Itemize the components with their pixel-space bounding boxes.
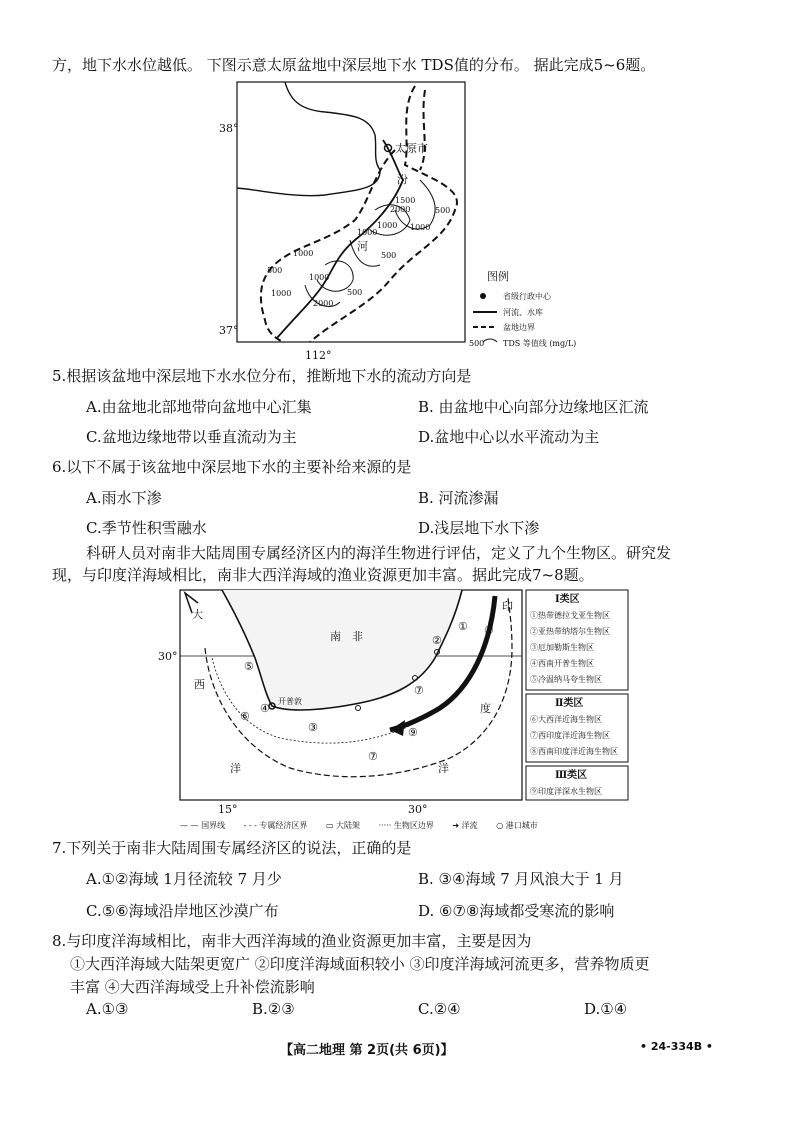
q8-option-a: A.①③ [86, 1000, 129, 1018]
q6-option-b: B. 河流渗漏 [418, 489, 499, 507]
q7-option-d: D. ⑥⑦⑧海域都受寒流的影响 [418, 902, 615, 920]
contour-label: 1000 [377, 221, 398, 230]
contour-label: 1000 [410, 223, 431, 232]
q5-option-c: C.盆地边缘地带以垂直流动为主 [86, 428, 297, 446]
class3-title: Ⅲ类区 [555, 770, 588, 781]
lat-37-label: 37° [219, 324, 239, 337]
q8-option-d: D.①④ [584, 1000, 628, 1018]
q8-option-c: C.②④ [418, 1000, 461, 1018]
zone-label: ① [458, 620, 468, 633]
contour-label: 500 [347, 288, 363, 297]
class1-item: ①热带德拉戈亚生物区 [530, 611, 610, 620]
intro2-line-1: 科研人员对南非大陆周围专属经济区内的海洋生物进行评估，定义了九个生物区。研究发 [86, 544, 672, 562]
contour-label: 500 [381, 251, 397, 260]
footer-code: • 24-334B • [640, 1040, 713, 1053]
q6-stem: 6.以下不属于该盆地中深层地下水的主要补给来源的是 [52, 458, 412, 476]
contour-label: 2000 [313, 299, 334, 308]
ocean-char: 印 [502, 600, 513, 613]
zone-label: ⑥ [240, 710, 250, 723]
class2-item: ⑧西南印度洋近海生物区 [530, 747, 618, 756]
zone-label: ⑨ [408, 726, 418, 739]
zone-label: ⑦ [368, 750, 378, 763]
legend-item: 生物区边界 [393, 821, 434, 830]
legend-port-icon: ○ [496, 821, 506, 830]
q7-option-b: B. ③④海域 7 月风浪大于 1 月 [418, 870, 624, 888]
city-label: 开普敦 [278, 697, 302, 706]
river-char-2: 河 [357, 240, 368, 253]
class3-item: ⑨印度洋深水生物区 [530, 787, 602, 796]
q5-stem: 5.根据该盆地中深层地下水水位分布，推断地下水的流动方向是 [52, 367, 472, 385]
q8-statements-line: 丰富 ④大西洋海域受上升补偿流影响 [70, 978, 315, 996]
q7-stem: 7.下列关于南非大陆周围专属经济区的说法，正确的是 [52, 839, 412, 857]
q5-option-a: A.由盆地北部地带向盆地中心汇集 [86, 398, 312, 416]
q8-statements-line: ①大西洋海域大陆架更宽广 ②印度洋海域面积较小 ③印度洋海域河流更多，营养物质更 [70, 955, 650, 973]
zone-label: ② [432, 634, 442, 647]
legend-item: 大陆架 [336, 821, 361, 830]
ocean-char: 大 [192, 608, 203, 621]
legend-item: 专属经济区界 [259, 821, 308, 830]
footer-page-info: 【高二地理 第 2页(共 6页)】 [280, 1043, 454, 1058]
legend-item: 洋流 [461, 821, 478, 830]
legend-contour-icon [483, 339, 497, 342]
legend-border-icon: — — [180, 821, 202, 830]
q6-option-d: D.浅层地下水下渗 [418, 519, 540, 537]
q5-option-b: B. 由盆地中心向部分边缘地区汇流 [418, 398, 649, 416]
q8-option-b: B.②③ [252, 1000, 295, 1018]
legend-item: TDS 等值线 (mg/L) [503, 339, 577, 348]
class1-title: Ⅰ类区 [555, 594, 580, 605]
legend-item: 省级行政中心 [503, 292, 551, 301]
lon-30-label: 30° [408, 803, 428, 816]
class1-item: ②亚热带纳塔尔生物区 [530, 627, 610, 636]
ocean-char: 度 [480, 702, 491, 715]
intro2-line-2: 现，与印度洋海域相比，南非大西洋海域的渔业资源更加丰富。据此完成7~8题。 [52, 566, 594, 584]
contour-label: 1000 [309, 273, 330, 282]
ocean-char: 西 [194, 678, 205, 691]
zone-label: ③ [308, 721, 318, 734]
legend-item: 国界线 [201, 821, 226, 830]
q6-option-a: A.雨水下渗 [86, 489, 162, 507]
q5-option-d: D.盆地中心以水平流动为主 [418, 428, 600, 446]
zone-label: ⑤ [244, 660, 254, 673]
contour-label: 2000 [390, 205, 411, 214]
contour-label: 500 [267, 266, 283, 275]
class2-title: Ⅱ类区 [555, 698, 584, 709]
contour-label: 1000 [293, 249, 314, 258]
lat-30-label: 30° [158, 650, 178, 663]
ocean-char: 洋 [438, 762, 449, 775]
legend-current-icon: ➜ [452, 821, 462, 830]
land-label: 南 非 [330, 630, 363, 643]
city-label: 太原市 [395, 142, 428, 155]
legend-item: 河流、水库 [503, 308, 543, 317]
river-char-1: 汾 [397, 173, 408, 186]
legend-zone-icon: ····· [378, 821, 394, 830]
legend-eez-icon: - - - [243, 821, 260, 830]
legend-shelf-icon: ▭ [325, 821, 337, 830]
q6-option-c: C.季节性积雪融水 [86, 519, 207, 537]
contour-label: 500 [435, 206, 451, 215]
lat-38-label: 38° [219, 122, 239, 135]
class2-item: ⑥大西洋近海生物区 [530, 715, 602, 724]
lon-112-label: 112° [305, 349, 332, 362]
legend-item: 港口城市 [505, 821, 538, 830]
legend-capital-icon [480, 293, 486, 299]
south-africa-eez-map [150, 588, 632, 818]
q7-option-c: C.⑤⑥海域沿岸地区沙漠广布 [86, 902, 279, 920]
contour-label: 1000 [357, 228, 378, 237]
legend-tds-value: 500 [469, 339, 485, 348]
ocean-char: 洋 [230, 762, 241, 775]
class2-item: ⑦西印度洋近海生物区 [530, 731, 610, 740]
zone-label: ④ [260, 702, 270, 715]
class1-item: ⑤冷温纳马夸生物区 [530, 675, 602, 684]
lon-15-label: 15° [218, 803, 238, 816]
zone-label: ⑦ [414, 684, 424, 697]
class1-item: ④西南开普生物区 [530, 659, 594, 668]
class1-item: ③厄加勒斯生物区 [530, 643, 594, 652]
contour-label: 1500 [395, 196, 416, 205]
q8-stem: 8.与印度洋海域相比，南非大西洋海域的渔业资源更加丰富，主要是因为 [52, 932, 532, 950]
legend-title: 图例 [487, 270, 509, 283]
legend-item: 盆地边界 [503, 323, 535, 332]
q7-option-a: A.①②海域 1月径流较 7 月少 [86, 870, 282, 888]
map2-bottom-legend [180, 820, 538, 831]
intro-line-1: 方，地下水水位越低。 下图示意太原盆地中深层地下水 TDS值的分布。 据此完成5~6题。 [52, 56, 656, 74]
taiyuan-basin-map [205, 80, 585, 365]
contour-label: 1000 [271, 289, 292, 298]
zone-label: ⑧ [484, 624, 494, 637]
